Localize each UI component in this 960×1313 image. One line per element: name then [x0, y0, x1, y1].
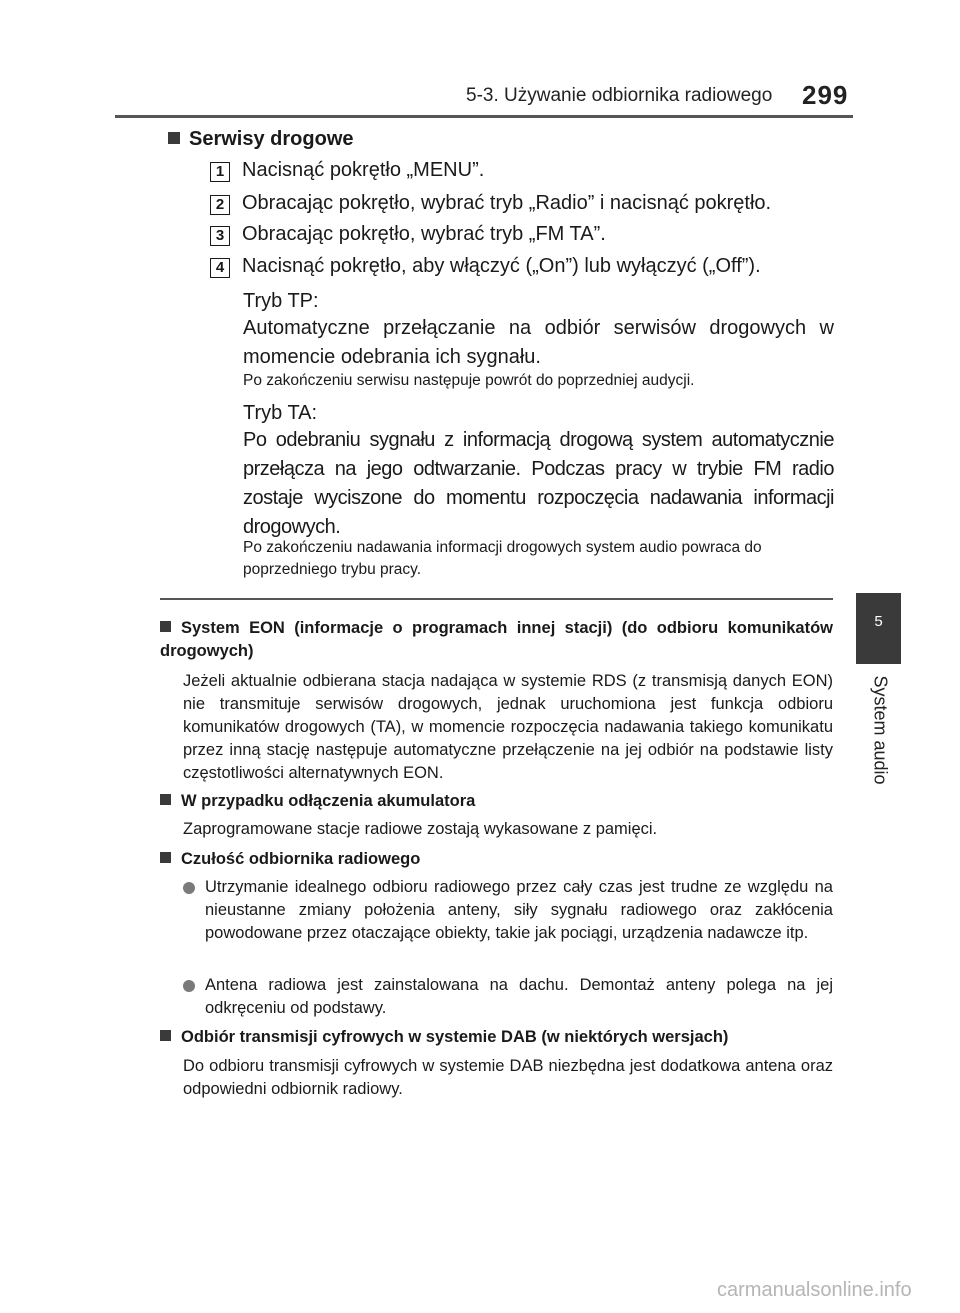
tp-mode-title: Tryb TP:	[243, 290, 319, 312]
step-text: Obracając pokrętło, wybrać tryb „Radio” i nacisnąć pokrętło.	[242, 192, 772, 214]
step-number-box: 2	[210, 195, 230, 215]
square-bullet-icon	[160, 1030, 171, 1041]
step-number-box: 1	[210, 162, 230, 182]
square-bullet-icon	[160, 621, 171, 632]
chapter-tab[interactable]	[856, 593, 901, 664]
sensitivity-heading-text: Czułość odbiornika radiowego	[181, 850, 421, 868]
step-text: Nacisnąć pokrętło, aby włączyć („On”) lub wyłączyć („Off”).	[242, 255, 761, 277]
eon-heading	[160, 617, 833, 663]
square-bullet-icon	[160, 852, 171, 863]
sensitivity-heading	[160, 848, 420, 871]
battery-text: Zaprogramowane stacje radiowe zostają wykasowane z pamięci.	[183, 820, 658, 838]
section-title: 5-3. Używanie odbiornika radiowego	[466, 85, 773, 106]
sensitivity-bullet: Antena radiowa jest zainstalowana na dachu. Demontaż anteny polega na jej odkręceniu od podstawy.	[205, 976, 833, 1017]
sensitivity-bullet: Utrzymanie idealnego odbioru radiowego przez cały czas jest trudne ze względu na nieustanne zmiany położenia anteny, siły sygnału radiowego oraz zakłócenia powodowane przez otaczające obiekty, takie jak pociągi, urządzenia nadawcze itp.	[205, 878, 833, 942]
battery-heading-text: W przypadku odłączenia akumulatora	[181, 792, 476, 810]
section-heading	[168, 128, 354, 151]
square-bullet-icon	[160, 794, 171, 805]
tp-mode-note: Po zakończeniu serwisu następuje powrót do poprzedniej audycji.	[243, 372, 695, 389]
chapter-label: System audio	[870, 675, 891, 785]
step-text: Nacisnąć pokrętło „MENU”.	[242, 159, 485, 181]
header-divider	[115, 115, 853, 118]
dab-heading	[160, 1026, 728, 1049]
round-bullet-icon	[183, 882, 195, 894]
square-bullet-icon	[168, 132, 180, 144]
dab-heading-text: Odbiór transmisji cyfrowych w systemie DAB (w niektórych wersjach)	[181, 1028, 729, 1046]
tp-mode-text: Automatyczne przełączanie na odbiór serwisów drogowych w momencie odebrania ich sygnału.	[243, 317, 834, 368]
ta-mode-note: Po zakończeniu nadawania informacji drogowych system audio powraca do poprzedniego trybu pracy.	[243, 539, 762, 578]
step-number-box: 4	[210, 258, 230, 278]
page-number: 299	[802, 80, 849, 110]
round-bullet-icon	[183, 980, 195, 992]
page-header	[0, 0, 960, 120]
watermark: carmanualsonline.info	[717, 1279, 912, 1301]
section-heading-text: Serwisy drogowe	[189, 128, 354, 150]
dab-text: Do odbioru transmisji cyfrowych w systemie DAB niezbędna jest dodatkowa antena oraz odpowiedni odbiornik radiowy.	[183, 1057, 833, 1098]
step-text: Obracając pokrętło, wybrać tryb „FM TA”.	[242, 223, 606, 245]
section-divider	[160, 598, 833, 600]
ta-mode-text: Po odebraniu sygnału z informacją drogową system automatycznie przełącza na jego odtwarzanie. Podczas pracy w trybie FM radio zostaje wyciszone do momentu rozpoczęcia nadawania informacji drogowych.	[243, 429, 834, 538]
eon-text: Jeżeli aktualnie odbierana stacja nadająca w systemie RDS (z transmisją danych EON) nie transmituje serwisów drogowych, jednak uruchomiona jest funkcja odbioru komunikatów drogowych (TA), w momencie rozpoczęcia nadawania takiego komunikatu przez inną stację następuje automatyczne przełączenie na jej odbiór na podstawie listy częstotliwości alternatywnych EON.	[183, 672, 833, 782]
eon-heading-text: System EON (informacje o programach innej stacji) (do odbioru komunikatów drogowych)	[160, 619, 833, 660]
chapter-label-container	[860, 672, 900, 792]
ta-mode-title: Tryb TA:	[243, 402, 318, 424]
chapter-number: 5	[874, 613, 883, 630]
step-number-box: 3	[210, 226, 230, 246]
battery-heading	[160, 790, 475, 813]
